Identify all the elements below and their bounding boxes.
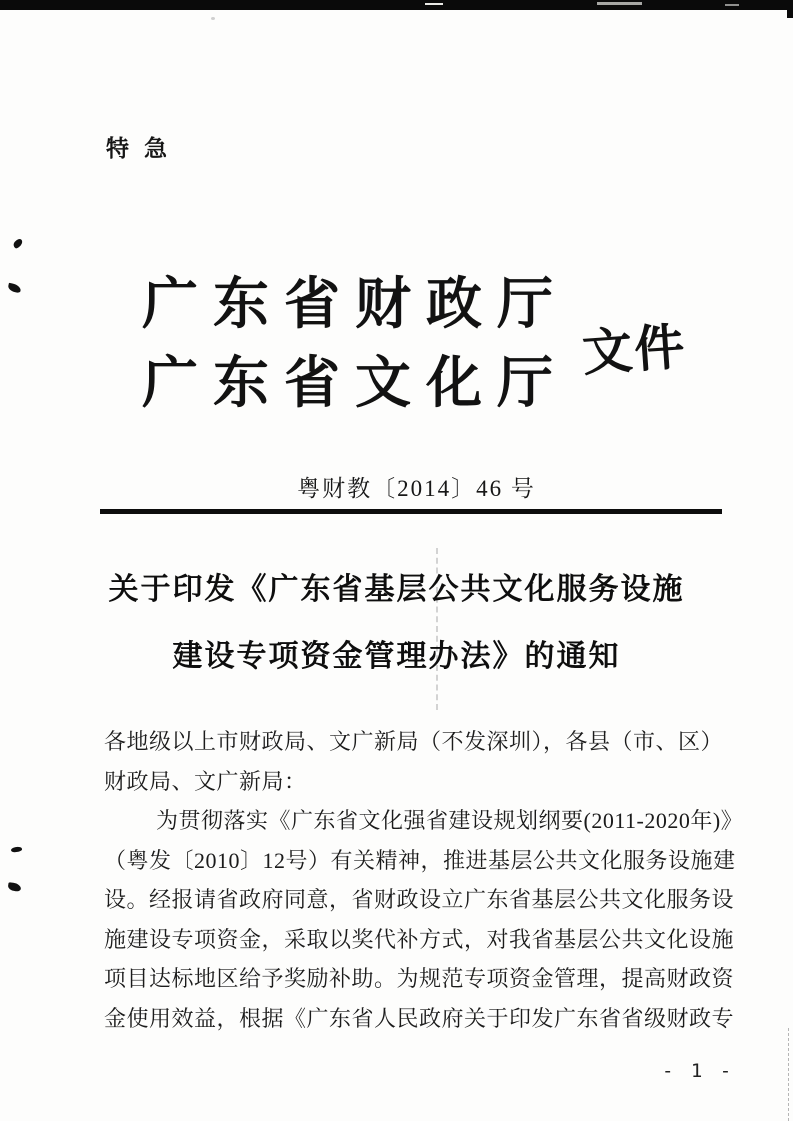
urgency-label: 特急 bbox=[106, 135, 182, 161]
body-line-salutation-2: 财政局、文广新局： bbox=[104, 768, 307, 794]
notice-title-line1: 关于印发《广东省基层公共文化服务设施 bbox=[108, 573, 685, 606]
header-rule bbox=[100, 509, 722, 514]
scan-artifact-top-bar bbox=[0, 0, 793, 10]
doc-number: 粤财教〔2014〕46 号 bbox=[297, 476, 536, 501]
ink-speck bbox=[11, 846, 23, 853]
body-line: 为贯彻落实《广东省文化强省建设规划纲要(2011-2020年)》 bbox=[156, 808, 744, 833]
org-name-line2: 广东省文化厅 bbox=[142, 353, 568, 415]
body-text bbox=[104, 722, 744, 1038]
page-number: - 1 - bbox=[662, 1060, 735, 1082]
body-line-salutation-1: 各地级以上市财政局、文广新局（不发深圳），各县（市、区） bbox=[104, 729, 724, 754]
body-line: 施建设专项资金，采取以奖代补方式，对我省基层公共文化设施 bbox=[104, 926, 735, 952]
ink-speck bbox=[12, 238, 24, 249]
body-line: 设。经报请省政府同意，省财政设立广东省基层公共文化服务设 bbox=[104, 887, 735, 912]
ink-speck bbox=[7, 283, 21, 294]
doc-type-label: 文件 bbox=[580, 318, 689, 382]
body-line: 金使用效益，根据《广东省人民政府关于印发广东省省级财政专 bbox=[104, 1005, 735, 1031]
ink-speck bbox=[8, 882, 22, 892]
scan-artifact-right-edge bbox=[788, 1028, 789, 1121]
org-name-line1: 广东省财政厅 bbox=[142, 274, 568, 336]
scan-artifact-corner bbox=[787, 0, 793, 18]
ink-speck bbox=[211, 17, 215, 20]
issuing-org-block bbox=[142, 266, 568, 424]
notice-title-line2: 建设专项资金管理办法》的通知 bbox=[172, 640, 621, 673]
body-line: 项目达标地区给予奖励补助。为规范专项资金管理，提高财政资 bbox=[104, 966, 735, 991]
scan-bar-notch bbox=[425, 3, 443, 5]
scan-bar-notch bbox=[725, 4, 739, 6]
scan-bar-notch bbox=[597, 2, 642, 5]
body-line: （粤发〔2010〕12号）有关精神，推进基层公共文化服务设施建 bbox=[104, 847, 736, 873]
notice-title bbox=[0, 556, 793, 690]
